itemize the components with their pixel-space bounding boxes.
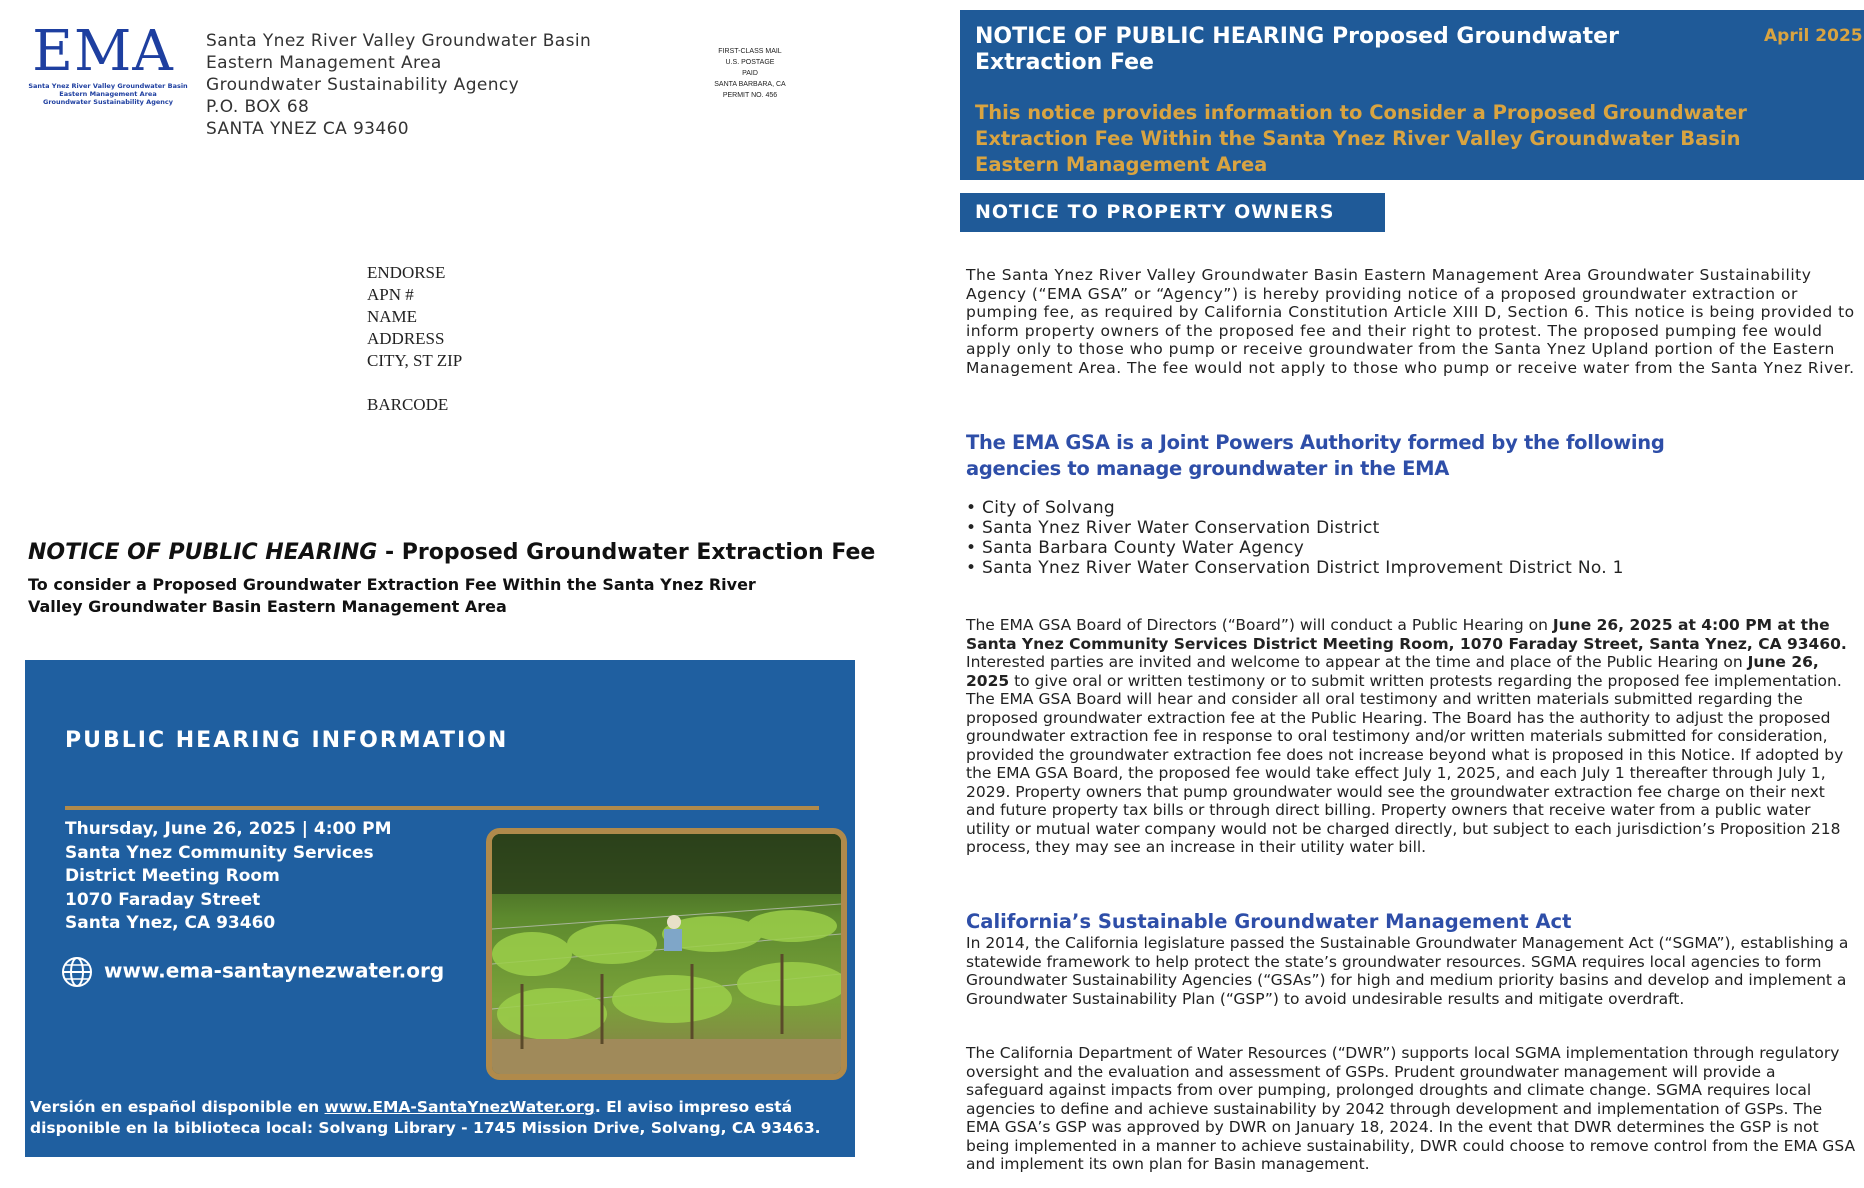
left-notice-subtitle: To consider a Proposed Groundwater Extraction Fee Within the Santa Ynez River Valley Groundwater Basin Eastern Management Area [28, 575, 756, 616]
logo-subtitle-line: Eastern Management Area [59, 90, 157, 98]
right-title-rest: Proposed Groundwater Extraction Fee [975, 24, 1619, 75]
endorse-line: ENDORSE [367, 263, 446, 282]
logo-subtitle-line: Groundwater Sustainability Agency [43, 98, 173, 106]
agency-name: City of Solvang [982, 498, 1116, 518]
logo-subtitle-line: Santa Ynez River Valley Groundwater Basin [28, 82, 188, 90]
mailing-block [367, 262, 462, 416]
postage-indicia [700, 46, 800, 101]
return-address-line: Groundwater Sustainability Agency [206, 75, 520, 95]
hearing-room: District Meeting Room [65, 866, 280, 886]
agency-list [966, 498, 1624, 578]
hearing-info-title: PUBLIC HEARING INFORMATION [65, 728, 509, 753]
spanish-prefix: Versión en español disponible en [30, 1098, 325, 1116]
hearing-paragraph [966, 616, 1856, 857]
para2-text: to give oral or written testimony or to submit written protests regarding the proposed fee implementation. The EMA GSA Board will hear and consider all oral testimony and written materials submitted regarding the proposed groundwater extraction fee at the Public Hearing. The Board has the authority to adjust the proposed groundwater extraction fee in response to oral testimony and/or written materials submitted for consideration, provided the groundwater extraction fee does not increase beyond what is proposed in this Notice. If adopted by the EMA GSA Board, the proposed fee would take effect July 1, 2025, and each July 1 thereafter through July 1, 2029. Property owners that pump groundwater would see the groundwater extraction fee charge on their next and future property tax bills or through direct billing. Property owners that receive water from a public water utility or mutual water company would not be charged directly, but subject to each jurisdiction’s Proposition 218 process, they may see an increase in their utility water bill. [966, 671, 1844, 856]
spanish-notice [30, 1097, 850, 1139]
sgma-paragraph: In 2014, the California legislature passed the Sustainable Groundwater Management Act (“SGMA”), establishing a statewide framework to help protect the state’s groundwater resources. SGMA requires local agencies to form Groundwater Sustainability Agencies (“GSAs”) for high and medium priority basins and develop and implement a Groundwater Sustainability Plan (“GSP”) to avoid undesirable results and mitigate overdraft. [966, 934, 1849, 1008]
hearing-date: Thursday, June 26, 2025 | 4:00 PM [65, 819, 392, 839]
logo-subtitle [28, 82, 188, 106]
apn-line: APN # [367, 285, 414, 304]
city-line: CITY, ST ZIP [367, 351, 463, 370]
logo-mark: EMA [32, 19, 174, 84]
para2-text: The EMA GSA Board of Directors (“Board”) will conduct a Public Hearing on [966, 616, 1553, 634]
barcode-line: BARCODE [367, 395, 449, 414]
hearing-city: Santa Ynez, CA 93460 [65, 913, 276, 933]
right-header-title [975, 24, 1655, 76]
right-title-bold: NOTICE OF PUBLIC HEARING [975, 24, 1325, 49]
hearing-venue: Santa Ynez Community Services [65, 842, 374, 863]
agency-name: Santa Barbara County Water Agency [982, 538, 1305, 558]
vineyard-photo [486, 828, 847, 1080]
para2-bold-date-location: June 26, 2025 at 4:00 PM at the Santa Ynez Community Services District Meeting Room, 1070 Faraday Street, Santa Ynez, CA 93460. [966, 616, 1847, 653]
left-notice-title [28, 540, 875, 565]
postage-line: U.S. POSTAGE [725, 59, 775, 66]
postage-line: PAID [742, 70, 758, 77]
website-link[interactable]: www.ema-santaynezwater.org [104, 958, 445, 983]
postage-line: SANTA BARBARA, CA [714, 81, 786, 88]
para2-text: Interested parties are invited and welcome to appear at the time and place of the Public Hearing on [966, 653, 1748, 671]
vineyard-illustration [492, 834, 841, 1074]
globe-icon [60, 955, 94, 989]
return-address-line: SANTA YNEZ CA 93460 [206, 119, 410, 139]
agency-name: Santa Ynez River Water Conservation District [982, 518, 1380, 538]
jpa-heading: The EMA GSA is a Joint Powers Authority formed by the following agencies to manage groundwater in the EMA [966, 431, 1665, 480]
list-item: • Santa Ynez River Water Conservation District Improvement District No. 1 [966, 558, 1624, 578]
intro-paragraph: The Santa Ynez River Valley Groundwater Basin Eastern Management Area Groundwater Sustainability Agency (“EMA GSA” or “Agency”) is hereby providing notice of a proposed groundwater extraction or pumping fee, as required by California Constitution Article XIII D, Section 6. This notice is being provided to inform property owners of the proposed fee and their right to protest. The proposed pumping fee would apply only to those who pump or receive groundwater from the Santa Ynez Upland portion of the Eastern Management Area. The fee would not apply to those who pump or receive water from the Santa Ynez River. [966, 266, 1855, 377]
return-address-line: Eastern Management Area [206, 53, 442, 73]
postage-line: PERMIT NO. 456 [722, 92, 778, 99]
ema-logo [28, 19, 196, 122]
hearing-info-divider [65, 806, 819, 810]
hearing-street: 1070 Faraday Street [65, 889, 261, 910]
postage-line: FIRST-CLASS MAIL [718, 48, 782, 55]
hearing-website[interactable] [60, 955, 444, 989]
return-address-line: P.O. BOX 68 [206, 97, 310, 117]
list-item: • Santa Barbara County Water Agency [966, 538, 1305, 558]
spanish-link[interactable]: www.EMA-SantaYnezWater.org [324, 1098, 595, 1116]
dwr-paragraph: The California Department of Water Resources (“DWR”) supports local SGMA implementation through regulatory oversight and the evaluation and assessment of GSPs. Prudent groundwater management will provide a safeguard against impacts from over pumping, prolonged droughts and climate change. SGMA requires local agencies to define and achieve sustainability by 2042 through development and implementation of GSPs. The EMA GSA’s GSP was approved by DWR on January 18, 2024. In the event that DWR determines the GSP is not being implemented in a manner to achieve sustainability, DWR could choose to remove control from the EMA GSA and implement its own plan for Basin management. [966, 1044, 1856, 1173]
notice-title-rest: - Proposed Groundwater Extraction Fee [377, 540, 876, 565]
notice-title-italic: NOTICE OF PUBLIC HEARING [28, 540, 378, 565]
spanish-suffix: . El aviso impreso está disponible en la biblioteca local: Solvang Library - 1745 Mission Drive, Solvang, CA 93463. [30, 1098, 821, 1137]
address-line: ADDRESS [367, 329, 445, 348]
notice-date: April 2025 [1764, 26, 1863, 46]
list-item: • Santa Ynez River Water Conservation District [966, 518, 1380, 538]
sgma-heading: California’s Sustainable Groundwater Management Act [966, 910, 1572, 933]
right-header-intro: This notice provides information to Consider a Proposed Groundwater Extraction Fee Within the Santa Ynez River Valley Groundwater Basin Eastern Management Area [975, 101, 1747, 176]
hearing-details [65, 818, 392, 936]
name-line: NAME [367, 307, 418, 326]
para2-bold-date: June 26, 2025 [966, 653, 1819, 690]
return-address-line: Santa Ynez River Valley Groundwater Basin [206, 31, 592, 51]
property-owners-label: NOTICE TO PROPERTY OWNERS [975, 201, 1335, 223]
agency-name: Santa Ynez River Water Conservation District Improvement District No. 1 [982, 558, 1624, 578]
return-address [206, 30, 591, 140]
list-item: • City of Solvang [966, 498, 1116, 518]
